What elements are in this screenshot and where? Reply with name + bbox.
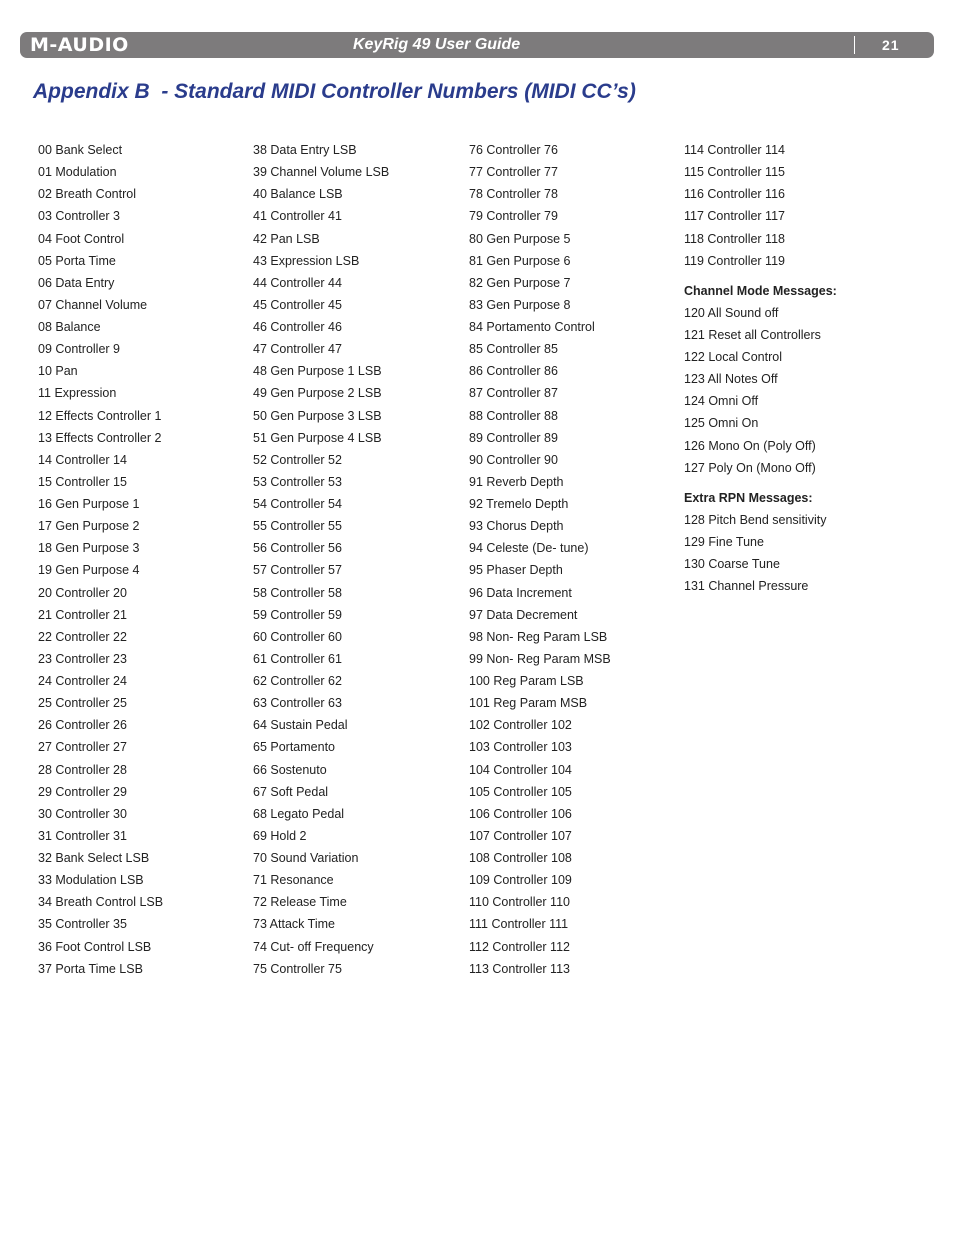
list-item: 84 Portamento Control: [469, 320, 595, 334]
list-item: 107 Controller 107: [469, 828, 572, 843]
list-item: 125 Omni On: [684, 416, 759, 431]
list-item: 15 Controller 15: [38, 474, 127, 489]
list-item: 48 Gen Purpose 1 LSB: [253, 364, 382, 379]
list-item: 79 Controller 79: [469, 209, 558, 224]
list-item: 05 Porta Time: [38, 253, 116, 268]
list-item: 90 Controller 90: [469, 452, 558, 467]
list-item: 120 All Sound off: [684, 305, 779, 320]
list-item: 98 Non- Reg Param LSB: [469, 629, 608, 644]
controller-column-2: [253, 141, 463, 982]
list-item: 128 Pitch Bend sensitivity: [684, 512, 827, 527]
list-item: 19 Gen Purpose 4: [38, 563, 140, 578]
list-item: 112 Controller 112: [469, 939, 570, 954]
list-item: 04 Foot Control: [38, 231, 125, 246]
header-bar: [20, 32, 934, 58]
list-item: 74 Cut- off Frequency: [253, 939, 374, 954]
list-item: 32 Bank Select LSB: [38, 851, 150, 865]
list-item: 94 Celeste (De- tune): [469, 541, 589, 556]
list-item: 121 Reset all Controllers: [684, 327, 821, 342]
list-item: 21 Controller 21: [38, 607, 127, 622]
list-item: 26 Controller 26: [38, 718, 127, 733]
list-item: 81 Gen Purpose 6: [469, 253, 571, 268]
list-item: 100 Reg Param LSB: [469, 674, 584, 688]
rpn-heading: Extra RPN Messages:: [684, 490, 813, 505]
list-item: 00 Bank Select: [38, 143, 123, 157]
list-item: 73 Attack Time: [253, 917, 335, 932]
list-item: 38 Data Entry LSB: [253, 143, 357, 157]
list-item: 13 Effects Controller 2: [38, 430, 162, 445]
list-item: 85 Controller 85: [469, 342, 558, 357]
list-item: 106 Controller 106: [469, 806, 572, 821]
list-item: 109 Controller 109: [469, 873, 572, 888]
list-item: 34 Breath Control LSB: [38, 895, 164, 910]
list-item: 96 Data Increment: [469, 585, 572, 600]
list-item: 126 Mono On (Poly Off): [684, 438, 816, 453]
list-item: 41 Controller 41: [253, 209, 342, 224]
list-item: 51 Gen Purpose 4 LSB: [253, 430, 382, 445]
list-item: 22 Controller 22: [38, 629, 127, 644]
list-item: 77 Controller 77: [469, 165, 558, 180]
list-item: 113 Controller 113: [469, 961, 570, 976]
list-item: 118 Controller 118: [684, 231, 785, 246]
list-item: 95 Phaser Depth: [469, 563, 563, 578]
list-item: 119 Controller 119: [684, 253, 785, 268]
header-divider: [854, 36, 855, 54]
list-item: 08 Balance: [38, 320, 101, 334]
list-item: 103 Controller 103: [469, 740, 572, 755]
list-item: 110 Controller 110: [469, 895, 570, 910]
list-item: 108 Controller 108: [469, 851, 572, 865]
controller-list-114-119: [684, 141, 894, 274]
list-item: 63 Controller 63: [253, 696, 342, 711]
list-item: 72 Release Time: [253, 895, 347, 910]
list-item: 10 Pan: [38, 364, 78, 379]
list-item: 88 Controller 88: [469, 408, 558, 423]
list-item: 129 Fine Tune: [684, 534, 764, 549]
list-item: 58 Controller 58: [253, 585, 342, 600]
list-item: 131 Channel Pressure: [684, 579, 809, 594]
list-item: 61 Controller 61: [253, 651, 342, 666]
list-item: 122 Local Control: [684, 350, 782, 364]
list-item: 87 Controller 87: [469, 386, 558, 401]
controller-column-1: [38, 141, 248, 982]
controller-column-3: [469, 141, 679, 982]
list-item: 31 Controller 31: [38, 828, 127, 843]
channel-mode-heading: Channel Mode Messages:: [684, 283, 837, 298]
list-item: 42 Pan LSB: [253, 231, 320, 246]
list-item: 102 Controller 102: [469, 718, 572, 733]
channel-mode-list: [684, 304, 894, 481]
list-item: 24 Controller 24: [38, 674, 127, 688]
list-item: 75 Controller 75: [253, 961, 342, 976]
list-item: 23 Controller 23: [38, 651, 127, 666]
list-item: 76 Controller 76: [469, 143, 558, 157]
list-item: 36 Foot Control LSB: [38, 939, 152, 954]
list-item: 39 Channel Volume LSB: [253, 165, 390, 180]
list-item: 20 Controller 20: [38, 585, 127, 600]
list-item: 111 Controller 111: [469, 917, 569, 932]
list-item: 28 Controller 28: [38, 762, 127, 777]
list-item: 71 Resonance: [253, 873, 334, 888]
list-item: 11 Expression: [38, 386, 117, 401]
list-item: 115 Controller 115: [684, 165, 785, 180]
list-item: 99 Non- Reg Param MSB: [469, 651, 611, 666]
list-item: 70 Sound Variation: [253, 851, 359, 865]
list-item: 117 Controller 117: [684, 209, 785, 224]
list-item: 09 Controller 9: [38, 342, 120, 357]
list-item: 35 Controller 35: [38, 917, 127, 932]
controller-column-4: [684, 141, 894, 599]
list-item: 06 Data Entry: [38, 275, 115, 290]
list-item: 02 Breath Control: [38, 187, 136, 202]
list-item: 47 Controller 47: [253, 342, 342, 357]
list-item: 27 Controller 27: [38, 740, 127, 755]
list-item: 86 Controller 86: [469, 364, 558, 379]
list-item: 67 Soft Pedal: [253, 784, 329, 799]
rpn-list: [684, 511, 894, 600]
list-item: 130 Coarse Tune: [684, 557, 780, 571]
guide-title: KeyRig 49 User Guide: [353, 36, 521, 53]
list-item: 25 Controller 25: [38, 696, 127, 711]
list-item: 40 Balance LSB: [253, 187, 343, 202]
page-title: Appendix B - Standard MIDI Controller Numbers (MIDI CC’s): [33, 80, 636, 103]
list-item: 44 Controller 44: [253, 275, 342, 290]
page-number: 21: [882, 37, 900, 53]
list-item: 52 Controller 52: [253, 452, 342, 467]
list-item: 82 Gen Purpose 7: [469, 275, 571, 290]
list-item: 89 Controller 89: [469, 430, 558, 445]
list-item: 60 Controller 60: [253, 629, 342, 644]
list-item: 116 Controller 116: [684, 187, 785, 202]
list-item: 93 Chorus Depth: [469, 519, 564, 534]
brand-logo: M-AUDIO: [30, 34, 129, 56]
list-item: 33 Modulation LSB: [38, 873, 144, 888]
list-item: 69 Hold 2: [253, 828, 307, 843]
list-item: 53 Controller 53: [253, 474, 342, 489]
list-item: 30 Controller 30: [38, 806, 127, 821]
list-item: 80 Gen Purpose 5: [469, 231, 571, 246]
list-item: 64 Sustain Pedal: [253, 718, 348, 733]
list-item: 66 Sostenuto: [253, 762, 327, 777]
list-item: 16 Gen Purpose 1: [38, 497, 140, 511]
list-item: 03 Controller 3: [38, 209, 120, 224]
list-item: 45 Controller 45: [253, 297, 342, 312]
list-item: 57 Controller 57: [253, 563, 342, 578]
list-item: 55 Controller 55: [253, 519, 342, 534]
list-item: 65 Portamento: [253, 740, 335, 755]
list-item: 92 Tremelo Depth: [469, 497, 569, 511]
list-item: 07 Channel Volume: [38, 297, 148, 312]
list-item: 12 Effects Controller 1: [38, 408, 162, 423]
list-item: 78 Controller 78: [469, 187, 558, 202]
list-item: 37 Porta Time LSB: [38, 961, 143, 976]
list-item: 124 Omni Off: [684, 394, 759, 409]
list-item: 18 Gen Purpose 3: [38, 541, 140, 556]
list-item: 46 Controller 46: [253, 320, 342, 334]
list-item: 01 Modulation: [38, 165, 117, 180]
list-item: 29 Controller 29: [38, 784, 127, 799]
list-item: 97 Data Decrement: [469, 607, 578, 622]
list-item: 62 Controller 62: [253, 674, 342, 688]
list-item: 49 Gen Purpose 2 LSB: [253, 386, 382, 401]
list-item: 83 Gen Purpose 8: [469, 297, 571, 312]
list-item: 123 All Notes Off: [684, 372, 778, 387]
list-item: 68 Legato Pedal: [253, 806, 345, 821]
list-item: 114 Controller 114: [684, 143, 785, 157]
list-item: 14 Controller 14: [38, 452, 127, 467]
list-item: 56 Controller 56: [253, 541, 342, 556]
list-item: 104 Controller 104: [469, 762, 572, 777]
list-item: 59 Controller 59: [253, 607, 342, 622]
list-item: 105 Controller 105: [469, 784, 572, 799]
list-item: 43 Expression LSB: [253, 253, 360, 268]
list-item: 91 Reverb Depth: [469, 474, 564, 489]
list-item: 127 Poly On (Mono Off): [684, 460, 816, 475]
list-item: 17 Gen Purpose 2: [38, 519, 140, 534]
list-item: 54 Controller 54: [253, 497, 342, 511]
list-item: 101 Reg Param MSB: [469, 696, 588, 711]
list-item: 50 Gen Purpose 3 LSB: [253, 408, 382, 423]
